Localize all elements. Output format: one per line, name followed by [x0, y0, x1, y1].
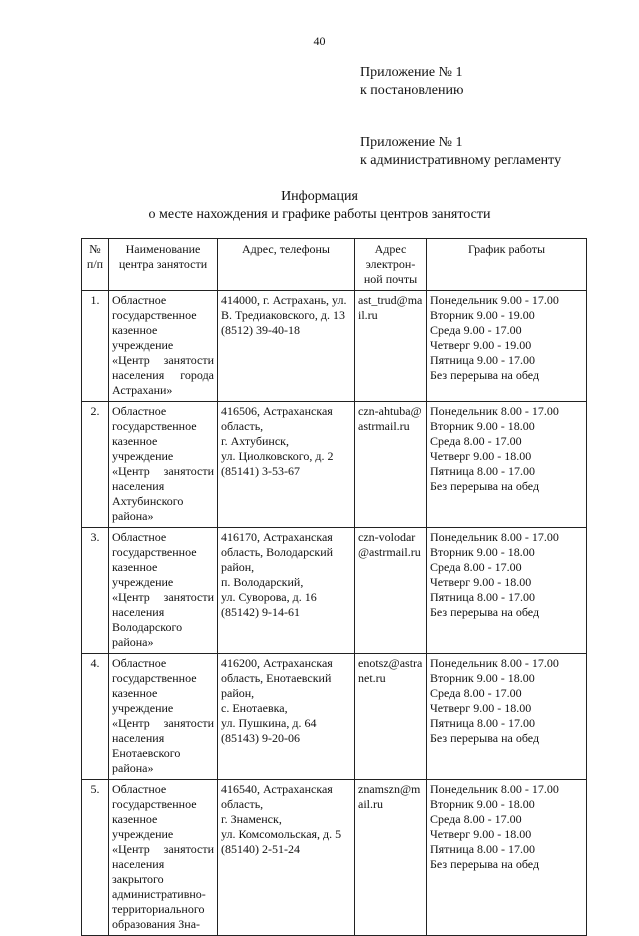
- address-line: г. Знаменск,: [221, 812, 282, 826]
- table-header-row: [82, 239, 587, 291]
- address-line: (85141) 3-53-67: [221, 464, 300, 478]
- schedule-line: Понедельник 8.00 - 17.00: [430, 530, 559, 544]
- center-email: enotsz@astranet.ru: [355, 654, 427, 780]
- schedule-line: Четверг 9.00 - 18.00: [430, 575, 532, 589]
- header-address: Адрес, телефоны: [218, 239, 355, 291]
- center-name: Областное государственное казенное учреждение «Центр занятости населения Ахтубинского района»: [109, 402, 218, 528]
- row-number: 3.: [82, 528, 109, 654]
- header-name: Наименование центра занятости: [109, 239, 218, 291]
- center-name: Областное государственное казенное учреждение «Центр занятости населения Володарского района»: [109, 528, 218, 654]
- schedule-line: Вторник 9.00 - 18.00: [430, 419, 535, 433]
- schedule-line: Без перерыва на обед: [430, 479, 540, 493]
- schedule-line: Четверг 9.00 - 18.00: [430, 701, 532, 715]
- appendix-header-resolution: [360, 64, 463, 100]
- row-number: 2.: [82, 402, 109, 528]
- center-name: Областное государственное казенное учреждение «Центр занятости населения города Астрахани»: [109, 291, 218, 402]
- schedule-line: Четверг 9.00 - 18.00: [430, 827, 532, 841]
- title-subheading: о месте нахождения и графике работы центров занятости: [148, 207, 491, 222]
- center-email: czn-volodar@astrmail.ru: [355, 528, 427, 654]
- schedule-line: Четверг 9.00 - 18.00: [430, 449, 532, 463]
- center-name: Областное государственное казенное учреждение «Центр занятости населения закрытого административно-территориального образования Зна-: [109, 780, 218, 936]
- address-line: п. Володарский,: [221, 575, 304, 589]
- schedule-line: Пятница 8.00 - 17.00: [430, 842, 536, 856]
- row-number: 4.: [82, 654, 109, 780]
- address-line: ул. Комсомольская, д. 5: [221, 827, 342, 841]
- center-schedule: [427, 291, 587, 402]
- address-line: (8512) 39-40-18: [221, 323, 300, 337]
- address-line: (85142) 9-14-61: [221, 605, 300, 619]
- center-address: [218, 654, 355, 780]
- address-line: ул. Суворова, д. 16: [221, 590, 317, 604]
- address-line: (85140) 2-51-24: [221, 842, 300, 856]
- schedule-line: Понедельник 8.00 - 17.00: [430, 782, 559, 796]
- page-number: 40: [313, 34, 326, 48]
- appendix-header-regulation: [360, 134, 561, 170]
- document-title: [0, 188, 639, 224]
- appendix-title: Приложение № 1: [360, 135, 463, 150]
- schedule-line: Без перерыва на обед: [430, 605, 540, 619]
- schedule-line: Понедельник 8.00 - 17.00: [430, 404, 559, 418]
- center-address: [218, 291, 355, 402]
- schedule-line: Четверг 9.00 - 19.00: [430, 338, 532, 352]
- header-email: Адрес электрон-ной почты: [355, 239, 427, 291]
- center-address: [218, 402, 355, 528]
- header-schedule: График работы: [427, 239, 587, 291]
- schedule-line: Понедельник 8.00 - 17.00: [430, 656, 559, 670]
- row-number: 1.: [82, 291, 109, 402]
- address-line: ул. Циолковского, д. 2: [221, 449, 334, 463]
- row-number: 5.: [82, 780, 109, 936]
- center-email: czn-ahtuba@astrmail.ru: [355, 402, 427, 528]
- schedule-line: Пятница 9.00 - 17.00: [430, 353, 536, 367]
- schedule-line: Понедельник 9.00 - 17.00: [430, 293, 559, 307]
- center-email: ast_trud@mail.ru: [355, 291, 427, 402]
- schedule-line: Вторник 9.00 - 18.00: [430, 671, 535, 685]
- address-line: 416200, Астраханская область, Енотаевский район,: [221, 656, 333, 700]
- appendix-subtitle: к постановлению: [360, 83, 464, 98]
- schedule-line: Вторник 9.00 - 18.00: [430, 797, 535, 811]
- address-line: 416170, Астраханская область, Володарский район,: [221, 530, 334, 574]
- center-schedule: [427, 402, 587, 528]
- center-schedule: [427, 654, 587, 780]
- center-address: [218, 780, 355, 936]
- address-line: ул. Пушкина, д. 64: [221, 716, 317, 730]
- schedule-line: Вторник 9.00 - 19.00: [430, 308, 535, 322]
- table-body: [82, 291, 587, 936]
- schedule-line: Пятница 8.00 - 17.00: [430, 716, 536, 730]
- schedule-line: Среда 8.00 - 17.00: [430, 812, 522, 826]
- center-name: Областное государственное казенное учреждение «Центр занятости населения Енотаевского района»: [109, 654, 218, 780]
- schedule-line: Среда 9.00 - 17.00: [430, 323, 522, 337]
- center-address: [218, 528, 355, 654]
- address-line: г. Ахтубинск,: [221, 434, 289, 448]
- table-row: [82, 654, 587, 780]
- table-row: [82, 780, 587, 936]
- schedule-line: Без перерыва на обед: [430, 857, 540, 871]
- title-heading: Информация: [281, 189, 358, 204]
- center-email: znamszn@mail.ru: [355, 780, 427, 936]
- address-line: 416506, Астраханская область,: [221, 404, 333, 433]
- table-row: [82, 528, 587, 654]
- appendix-subtitle: к административному регламенту: [360, 153, 562, 168]
- schedule-line: Вторник 9.00 - 18.00: [430, 545, 535, 559]
- center-schedule: [427, 528, 587, 654]
- employment-centers-table: [81, 238, 587, 936]
- address-line: 414000, г. Астрахань, ул. В. Тредиаковского, д. 13: [221, 293, 347, 322]
- address-line: 416540, Астраханская область,: [221, 782, 333, 811]
- schedule-line: Без перерыва на обед: [430, 368, 540, 382]
- header-number: № п/п: [82, 239, 109, 291]
- schedule-line: Среда 8.00 - 17.00: [430, 434, 522, 448]
- schedule-line: Пятница 8.00 - 17.00: [430, 464, 536, 478]
- appendix-title: Приложение № 1: [360, 65, 463, 80]
- center-schedule: [427, 780, 587, 936]
- schedule-line: Среда 8.00 - 17.00: [430, 686, 522, 700]
- address-line: (85143) 9-20-06: [221, 731, 300, 745]
- table-row: [82, 402, 587, 528]
- schedule-line: Пятница 8.00 - 17.00: [430, 590, 536, 604]
- table-row: [82, 291, 587, 402]
- address-line: с. Енотаевка,: [221, 701, 288, 715]
- schedule-line: Среда 8.00 - 17.00: [430, 560, 522, 574]
- schedule-line: Без перерыва на обед: [430, 731, 540, 745]
